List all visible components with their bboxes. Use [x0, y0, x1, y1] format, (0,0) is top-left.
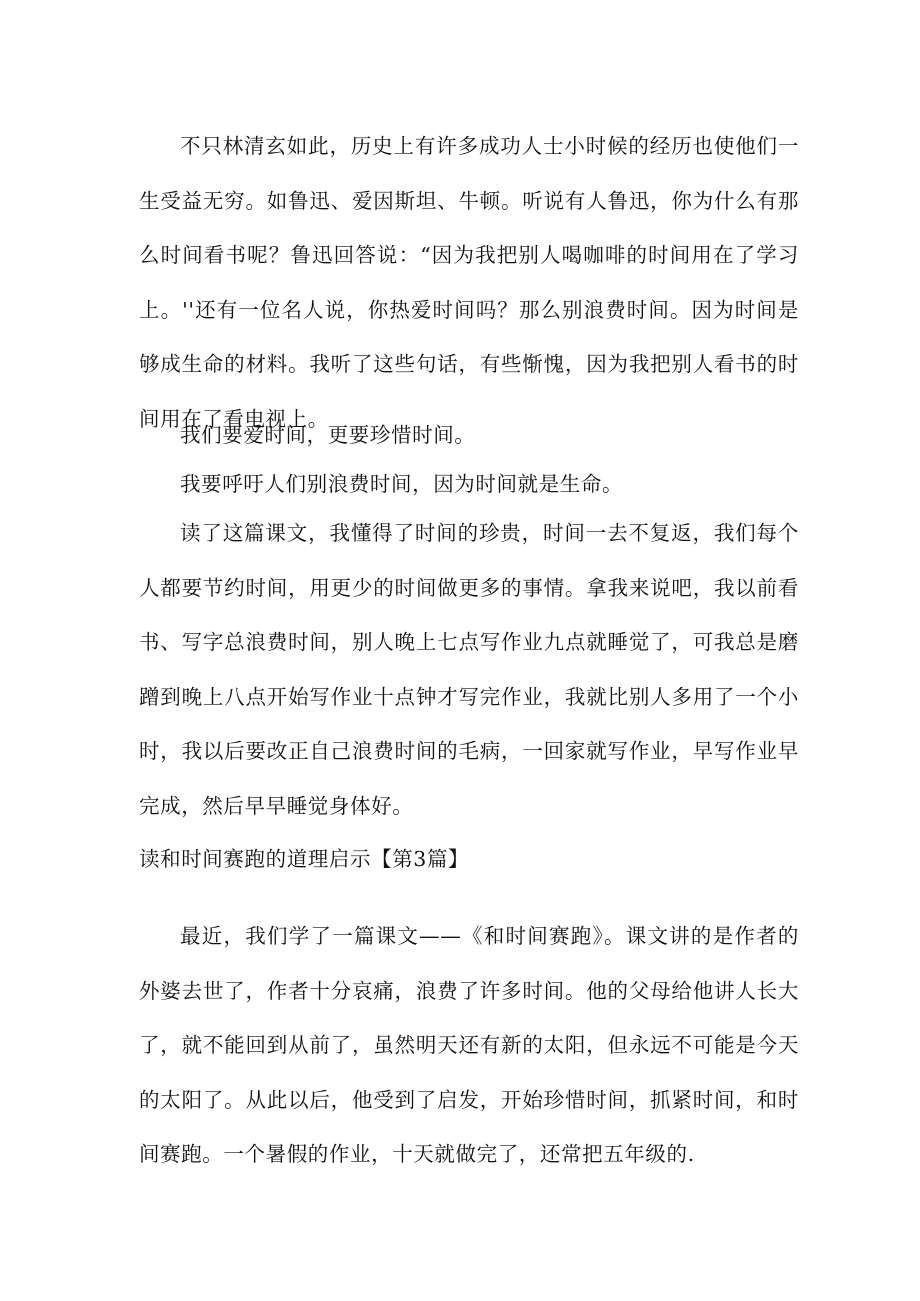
- paragraph-race-with-time: 最近，我们学了一篇课文——《和时间赛跑》。课文讲的是作者的外婆去世了，作者十分哀痛，浪费了许多时间。他的父母给他讲人长大了，就不能回到从前了，虽然明天还有新的太阳，但永远不可能是今天的太阳了。从此以后，他受到了启发，开始珍惜时间，抓紧时间，和时间赛跑。一个暑假的作业，十天就做完了，还常把五年级的.: [139, 924, 799, 1166]
- section-heading: 读和时间赛跑的道理启示【第3篇】: [139, 847, 470, 871]
- paragraph-reflection: 读了这篇课文，我懂得了时间的珍贵，时间一去不复返，我们每个人都要节约时间，用更少的时间做更多的事情。拿我来说吧，我以前看书、写字总浪费时间，别人晚上七点写作业九点就睡觉了，可我总是磨蹭到晚上八点开始写作业十点钟才写完作业，我就比别人多用了一个小时，我以后要改正自己浪费时间的毛病，一回家就写作业，早写作业早完成，然后早早睡觉身体好。: [139, 521, 799, 818]
- paragraph-lin-qingxuan: 不只林清玄如此，历史上有许多成功人士小时候的经历也使他们一生受益无穷。如鲁迅、爱因斯坦、牛顿。听说有人鲁迅，你为什么有那么时间看书呢？鲁迅回答说：“因为我把别人喝咖啡的时间用在了学习上。''还有一位名人说，你热爱时间吗？那么别浪费时间。因为时间是够成生命的材料。我听了这些句话，有些惭愧，因为我把别人看书的时间用在了看电视上。: [139, 134, 799, 431]
- paragraph-appeal: 我要呼吁人们别浪费时间，因为时间就是生命。: [180, 472, 624, 496]
- paragraph-love-time: 我们要爱时间，更要珍惜时间。: [180, 423, 476, 447]
